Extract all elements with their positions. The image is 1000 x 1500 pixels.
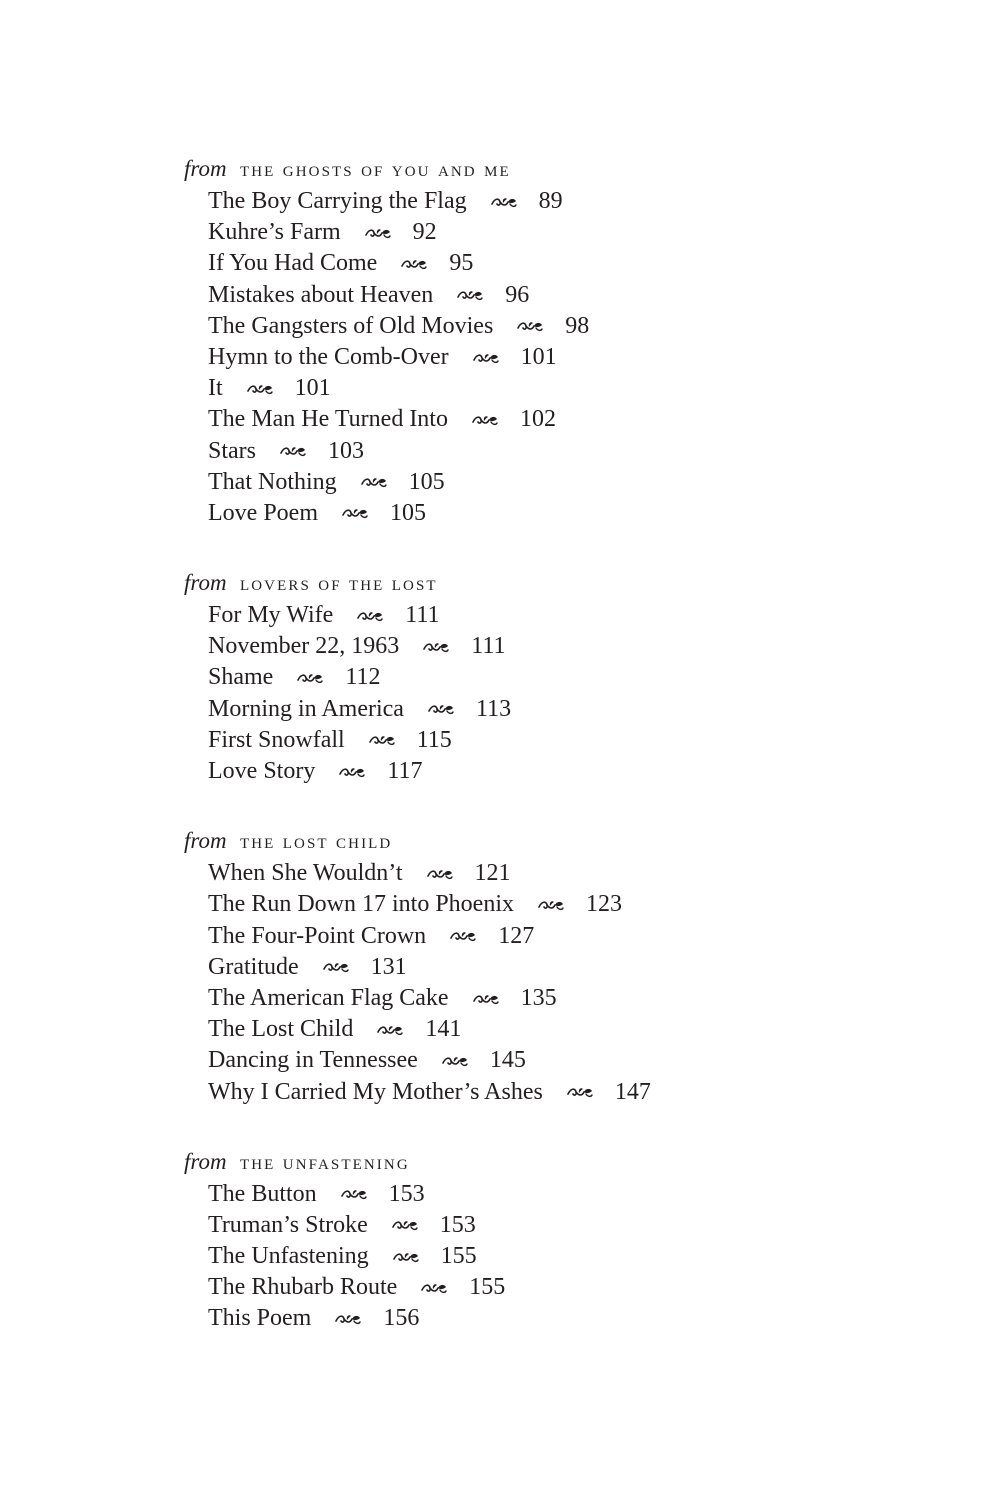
entry-title: It xyxy=(208,375,223,402)
entry-title: Gratitude xyxy=(208,953,299,980)
vine-leaf-fleuron-icon xyxy=(473,992,499,1006)
vine-leaf-fleuron-icon xyxy=(457,288,483,302)
entry-page-number: 156 xyxy=(383,1305,420,1332)
entry-title: The Boy Carrying the Flag xyxy=(208,188,467,214)
vine-leaf-fleuron-icon xyxy=(341,1187,367,1201)
entry-title: Dancing in Tennessee xyxy=(208,1047,418,1074)
entry-page-number: 121 xyxy=(474,860,511,887)
toc-entry xyxy=(208,952,944,983)
entry-title: Morning in America xyxy=(208,695,404,722)
toc-section xyxy=(184,152,944,529)
section-prefix: from xyxy=(184,156,227,181)
vine-leaf-fleuron-icon xyxy=(427,867,453,881)
section-title: lovers of the lost xyxy=(239,571,438,596)
entry-list xyxy=(184,858,944,1108)
entry-title: Hymn to the Comb-Over xyxy=(208,343,449,370)
entry-title: Mistakes about Heaven xyxy=(208,281,434,308)
section-title: the unfastening xyxy=(239,1149,410,1174)
vine-leaf-fleuron-icon xyxy=(472,413,498,427)
toc-entry xyxy=(208,217,944,248)
entry-title: Why I Carried My Mother’s Ashes xyxy=(208,1078,543,1105)
toc-entry xyxy=(208,921,944,952)
section-prefix: from xyxy=(184,1148,227,1174)
entry-page-number: 92 xyxy=(412,219,437,246)
entry-page-number: 101 xyxy=(520,343,557,370)
toc-entry xyxy=(208,467,944,498)
entry-page-number: 145 xyxy=(489,1047,526,1074)
entry-page-number: 135 xyxy=(520,984,557,1011)
toc-entry xyxy=(208,436,944,467)
toc-entry xyxy=(208,342,944,373)
entry-page-number: 96 xyxy=(505,281,530,308)
toc-entry xyxy=(208,1241,944,1272)
entry-page-number: 155 xyxy=(440,1243,477,1270)
toc-section xyxy=(184,824,944,1108)
entry-page-number: 105 xyxy=(389,499,426,526)
vine-leaf-fleuron-icon xyxy=(323,960,349,974)
toc-entry xyxy=(208,694,944,725)
entry-title: When She Wouldn’t xyxy=(208,860,403,887)
entry-title: For My Wife xyxy=(208,602,334,629)
section-heading xyxy=(184,152,944,186)
vine-leaf-fleuron-icon xyxy=(361,475,387,489)
entry-page-number: 117 xyxy=(387,758,423,784)
entry-list xyxy=(184,1179,944,1335)
vine-leaf-fleuron-icon xyxy=(339,765,365,779)
toc-section xyxy=(184,1145,944,1335)
entry-title: The Button xyxy=(208,1180,317,1207)
entry-title: November 22, 1963 xyxy=(208,633,400,660)
vine-leaf-fleuron-icon xyxy=(342,506,368,520)
vine-leaf-fleuron-icon xyxy=(335,1312,361,1326)
entry-page-number: 112 xyxy=(345,664,381,691)
entry-page-number: 113 xyxy=(475,695,512,722)
toc-entry xyxy=(208,248,944,279)
entry-title: First Snowfall xyxy=(208,726,345,753)
vine-leaf-fleuron-icon xyxy=(538,898,564,912)
vine-leaf-fleuron-icon xyxy=(428,702,454,716)
vine-leaf-fleuron-icon xyxy=(567,1085,593,1099)
entry-title: The Unfastening xyxy=(208,1243,369,1270)
entry-title: The Man He Turned Into xyxy=(208,406,448,433)
entry-title: The Lost Child xyxy=(208,1016,354,1043)
toc-entry xyxy=(208,280,944,311)
toc-entry xyxy=(208,1272,944,1303)
entry-list xyxy=(184,186,944,529)
entry-title: Stars xyxy=(208,437,256,464)
entry-page-number: 111 xyxy=(405,602,440,629)
entry-page-number: 115 xyxy=(416,726,452,753)
vine-leaf-fleuron-icon xyxy=(421,1281,447,1295)
section-heading xyxy=(184,824,944,858)
section-heading xyxy=(184,1145,944,1179)
entry-page-number: 123 xyxy=(586,891,622,918)
toc-entry xyxy=(208,889,944,920)
section-title: the ghosts of you and me xyxy=(239,157,511,181)
vine-leaf-fleuron-icon xyxy=(517,319,543,333)
entry-page-number: 102 xyxy=(519,406,556,433)
toc-entry xyxy=(208,631,944,662)
vine-leaf-fleuron-icon xyxy=(357,609,383,623)
toc-entry xyxy=(208,1210,944,1241)
toc-entry xyxy=(208,311,944,342)
entry-title: Kuhre’s Farm xyxy=(208,219,341,246)
toc-entry xyxy=(208,1045,944,1076)
vine-leaf-fleuron-icon xyxy=(401,257,427,271)
toc-entry xyxy=(208,498,944,529)
entry-page-number: 95 xyxy=(449,250,474,277)
toc-entry xyxy=(208,404,944,435)
section-title: the lost child xyxy=(239,829,393,854)
entry-title: This Poem xyxy=(208,1305,312,1332)
entry-title: The Run Down 17 into Phoenix xyxy=(208,891,514,918)
section-prefix: from xyxy=(184,570,227,596)
toc-entry xyxy=(208,1014,944,1045)
table-of-contents xyxy=(184,152,944,1372)
entry-title: Shame xyxy=(208,664,274,691)
vine-leaf-fleuron-icon xyxy=(393,1250,419,1264)
entry-page-number: 101 xyxy=(294,375,331,402)
toc-entry xyxy=(208,373,944,404)
vine-leaf-fleuron-icon xyxy=(450,929,476,943)
toc-entry xyxy=(208,1179,944,1210)
entry-list xyxy=(184,600,944,787)
entry-title: The Four-Point Crown xyxy=(208,922,427,949)
entry-page-number: 153 xyxy=(388,1180,425,1207)
entry-title: Truman’s Stroke xyxy=(208,1211,368,1238)
entry-title: The American Flag Cake xyxy=(208,984,449,1011)
vine-leaf-fleuron-icon xyxy=(297,671,323,685)
toc-entry xyxy=(208,600,944,631)
toc-entry xyxy=(208,983,944,1014)
toc-entry xyxy=(208,756,944,787)
entry-title: Love Poem xyxy=(208,499,318,526)
entry-page-number: 131 xyxy=(370,953,407,980)
entry-title: If You Had Come xyxy=(208,250,378,277)
section-prefix: from xyxy=(184,828,227,854)
entry-page-number: 147 xyxy=(614,1078,651,1105)
vine-leaf-fleuron-icon xyxy=(377,1023,403,1037)
vine-leaf-fleuron-icon xyxy=(442,1054,468,1068)
vine-leaf-fleuron-icon xyxy=(247,382,273,396)
vine-leaf-fleuron-icon xyxy=(365,226,391,240)
toc-entry xyxy=(208,725,944,756)
toc-section xyxy=(184,566,944,787)
entry-title: That Nothing xyxy=(208,468,337,495)
entry-page-number: 127 xyxy=(498,922,535,949)
entry-page-number: 141 xyxy=(425,1016,462,1043)
entry-page-number: 155 xyxy=(469,1274,506,1301)
toc-entry xyxy=(208,1077,944,1108)
vine-leaf-fleuron-icon xyxy=(423,640,449,654)
section-heading xyxy=(184,566,944,600)
entry-page-number: 98 xyxy=(565,312,590,339)
toc-entry xyxy=(208,1303,944,1334)
vine-leaf-fleuron-icon xyxy=(491,195,517,209)
vine-leaf-fleuron-icon xyxy=(369,733,395,747)
vine-leaf-fleuron-icon xyxy=(473,351,499,365)
entry-page-number: 153 xyxy=(439,1211,476,1238)
entry-page-number: 103 xyxy=(328,437,364,464)
entry-title: The Rhubarb Route xyxy=(208,1274,398,1301)
toc-entry xyxy=(208,858,944,889)
vine-leaf-fleuron-icon xyxy=(280,444,306,458)
toc-entry xyxy=(208,662,944,693)
entry-title: The Gangsters of Old Movies xyxy=(208,312,494,339)
entry-page-number: 89 xyxy=(538,188,563,214)
entry-page-number: 111 xyxy=(471,633,506,660)
toc-entry xyxy=(208,186,944,217)
vine-leaf-fleuron-icon xyxy=(392,1218,418,1232)
entry-page-number: 105 xyxy=(408,468,445,495)
entry-title: Love Story xyxy=(208,758,316,784)
